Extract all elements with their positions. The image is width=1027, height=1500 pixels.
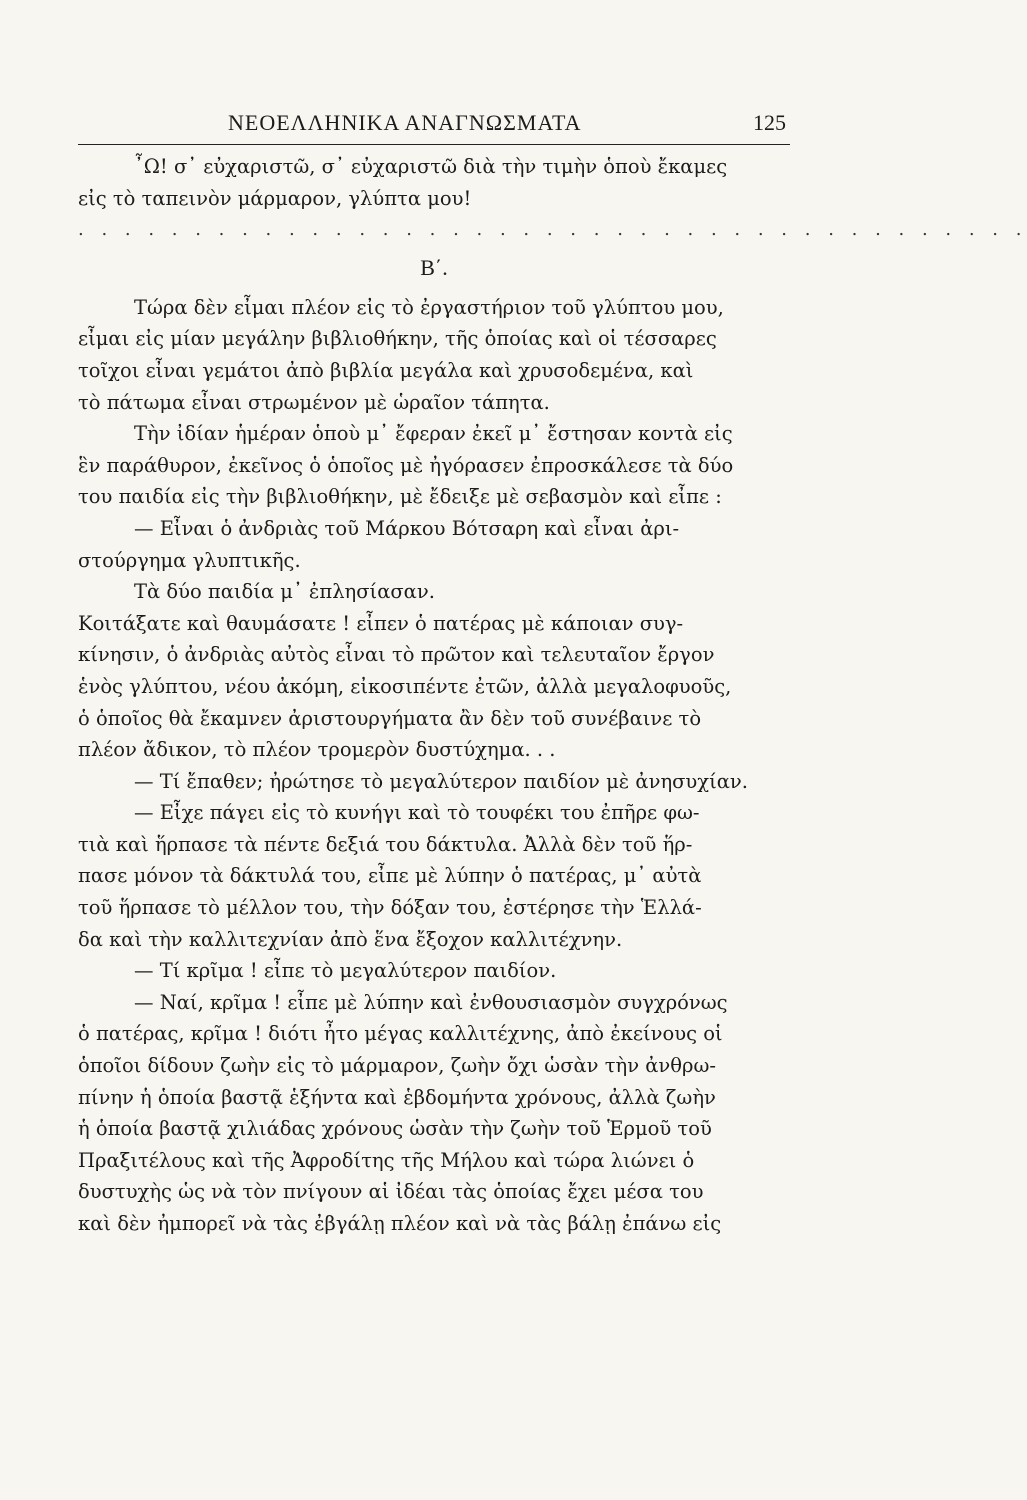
text-line: — Τί ἔπαθεν; ἠρώτησε τὸ μεγαλύτερον παιδίον μὲ ἀνησυχίαν.: [134, 769, 748, 793]
text-line: κίνησιν, ὁ ἀνδριὰς αὐτὸς εἶναι τὸ πρῶτον καὶ τελευταῖον ἔργον: [78, 643, 715, 667]
text-line: εἰς τὸ ταπεινὸν μάρμαρον, γλύπτα μου!: [78, 186, 472, 210]
text-line: τοῦ ἥρπασε τὸ μέλλον του, τὴν δόξαν του, ἐστέρησε τὴν Ἑλλά-: [78, 896, 702, 920]
text-line: εἶμαι εἰς μίαν μεγάλην βιβλιοθήκην, τῆς ὁποίας καὶ οἱ τέσσαρες: [78, 327, 717, 351]
page-number: 125: [753, 110, 786, 135]
text-line: Τώρα δὲν εἶμαι πλέον εἰς τὸ ἐργαστήριον τοῦ γλύπτου μου,: [134, 295, 724, 319]
text-line: ἑνὸς γλύπτου, νέου ἀκόμη, εἰκοσιπέντε ἐτῶν, ἀλλὰ μεγαλοφυοῦς,: [78, 674, 732, 698]
text-line: ῏Ω! σ᾽ εὐχαριστῶ, σ᾽ εὐχαριστῶ διὰ τὴν τιμὴν ὁποὺ ἔκαμες: [134, 155, 728, 178]
text-line: πίνην ἡ ὁποία βαστᾷ ἑξήντα καὶ ἑβδομήντα χρόνους, ἀλλὰ ζωὴν: [78, 1085, 716, 1109]
body-text: [78, 151, 1027, 1240]
text-line: πασε μόνον τὰ δάκτυλά του, εἶπε μὲ λύπην ὁ πατέρας, μ᾽ αὐτὰ: [78, 864, 702, 888]
text-line: Τὴν ἰδίαν ἡμέραν ὁποὺ μ᾽ ἔφεραν ἐκεῖ μ᾽ ἔστησαν κοντὰ εἰς: [134, 422, 733, 446]
text-line: — Ναί, κρῖμα ! εἶπε μὲ λύπην καὶ ἐνθουσιασμὸν συγχρόνως: [134, 990, 728, 1014]
text-line: Κοιτάξατε καὶ θαυμάσατε ! εἶπεν ὁ πατέρας μὲ κάποιαν συγ-: [78, 611, 684, 635]
ellipsis-divider: . . . . . . . . . . . . . . . . . . . . . . . . . . . . . . . . . . . . . . . . .: [78, 219, 1027, 241]
text-line: τιὰ καὶ ἥρπασε τὰ πέντε δεξιά του δάκτυλα. Ἀλλὰ δὲν τοῦ ἥρ-: [78, 832, 693, 856]
text-line: ὁ πατέρας, κρῖμα ! διότι ἦτο μέγας καλλιτέχνης, ἀπὸ ἐκείνους οἱ: [78, 1022, 723, 1046]
text-line: στούργημα γλυπτικῆς.: [78, 548, 301, 572]
header-title: ΝΕΟΕΛΛΗΝΙΚΑ ΑΝΑΓΝΩΣΜΑΤΑ: [228, 110, 582, 135]
text-line: τὸ πάτωμα εἶναι στρωμένον μὲ ὡραῖον τάπητα.: [78, 390, 550, 414]
text-line: Τὰ δύο παιδία μ᾽ ἐπλησίασαν.: [134, 580, 435, 604]
text-line: δυστυχὴς ὡς νὰ τὸν πνίγουν αἱ ἰδέαι τὰς ὁποίας ἔχει μέσα του: [78, 1180, 704, 1204]
text-line: — Εἶχε πάγει εἰς τὸ κυνήγι καὶ τὸ τουφέκι του ἐπῆρε φω-: [134, 801, 700, 825]
book-page: [78, 108, 1027, 1468]
text-line: δα καὶ τὴν καλλιτεχνίαν ἀπὸ ἕνα ἔξοχον καλλιτέχνην.: [78, 927, 623, 951]
text-line: τοῖχοι εἶναι γεμάτοι ἀπὸ βιβλία μεγάλα καὶ χρυσοδεμένα, καὶ: [78, 358, 694, 382]
text-line: του παιδία εἰς τὴν βιβλιοθήκην, μὲ ἔδειξε μὲ σεβασμὸν καὶ εἶπε :: [78, 485, 722, 509]
text-line: — Τί κρῖμα ! εἶπε τὸ μεγαλύτερον παιδίον.: [134, 959, 557, 983]
text-line: ἡ ὁποία βαστᾷ χιλιάδας χρόνους ὡσὰν τὴν ζωὴν τοῦ Ἑρμοῦ τοῦ: [78, 1117, 712, 1141]
text-line: πλέον ἄδικον, τὸ πλέον τρομερὸν δυστύχημα. . .: [78, 738, 556, 762]
text-line: ἓν παράθυρον, ἐκεῖνος ὁ ὁποῖος μὲ ἠγόρασεν ἐπροσκάλεσε τὰ δύο: [78, 453, 734, 477]
text-line: ὁ ὁποῖος θὰ ἔκαμνεν ἀριστουργήματα ἂν δὲν τοῦ συνέβαινε τὸ: [78, 706, 702, 730]
text-line: Πραξιτέλους καὶ τῆς Ἀφροδίτης τῆς Μήλου καὶ τώρα λιώνει ὁ: [78, 1148, 695, 1172]
section-heading: Β΄.: [420, 254, 448, 280]
text-line: καὶ δὲν ἠμπορεῖ νὰ τὰς ἐβγάλῃ πλέον καὶ νὰ τὰς βάλῃ ἐπάνω εἰς: [78, 1212, 722, 1235]
text-line: ὁποῖοι δίδουν ζωὴν εἰς τὸ μάρμαρον, ζωὴν ὄχι ὡσὰν τὴν ἀνθρω-: [78, 1054, 716, 1078]
text-line: — Εἶναι ὁ ἀνδριὰς τοῦ Μάρκου Βότσαρη καὶ εἶναι ἀρι-: [134, 516, 680, 540]
running-header: [78, 108, 790, 145]
